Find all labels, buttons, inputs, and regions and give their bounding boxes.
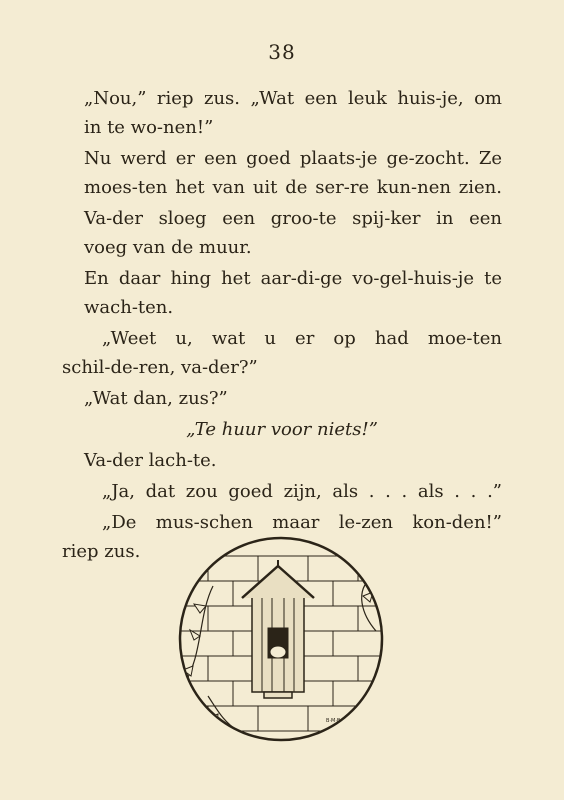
text-line: moes-ten het van uit de ser-re kun-nen zien. (84, 177, 502, 198)
paragraph-1 (62, 84, 502, 142)
text-line: „Nou,” riep zus. „Wat een leuk huis-je, om (84, 88, 502, 109)
paragraph-2 (62, 144, 502, 202)
text-line: schil-de-ren, va-der?” (62, 357, 258, 378)
text-line: riep zus. (62, 541, 141, 562)
birdhouse-on-brick-wall-illustration (178, 536, 384, 742)
paragraph-7-quote (62, 415, 502, 444)
svg-text:B·M·B: B·M·B (326, 718, 341, 724)
paragraph-6 (62, 384, 502, 413)
text-line: En daar hing het aar-di-ge vo-gel-huis-je te (84, 268, 502, 289)
text-line: „Te huur voor niets!” (186, 419, 378, 440)
story-text (62, 84, 502, 568)
paragraph-9 (62, 477, 502, 506)
paragraph-3 (62, 204, 502, 262)
text-line: Va-der sloeg een groo-te spij-ker in een (84, 208, 502, 229)
paragraph-5 (62, 324, 502, 382)
text-line: „Wat dan, zus?” (84, 388, 228, 409)
paragraph-4 (62, 264, 502, 322)
text-line: „De mus-schen maar le-zen kon-den!” (102, 512, 502, 533)
text-line: wach-ten. (84, 297, 174, 318)
text-line: voeg van de muur. (84, 237, 252, 258)
page-number: 38 (268, 40, 296, 64)
text-line: in te wo-nen!” (84, 117, 214, 138)
text-line: Va-der lach-te. (84, 450, 217, 471)
text-line: „Ja, dat zou goed zijn, als . . . als . . .” (102, 481, 502, 502)
illustration-drawing (178, 536, 384, 742)
text-line: „Weet u, wat u er op had moe-ten (102, 328, 502, 349)
paragraph-8 (62, 446, 502, 475)
text-line: Nu werd er een goed plaats-je ge-zocht. Ze (84, 148, 502, 169)
